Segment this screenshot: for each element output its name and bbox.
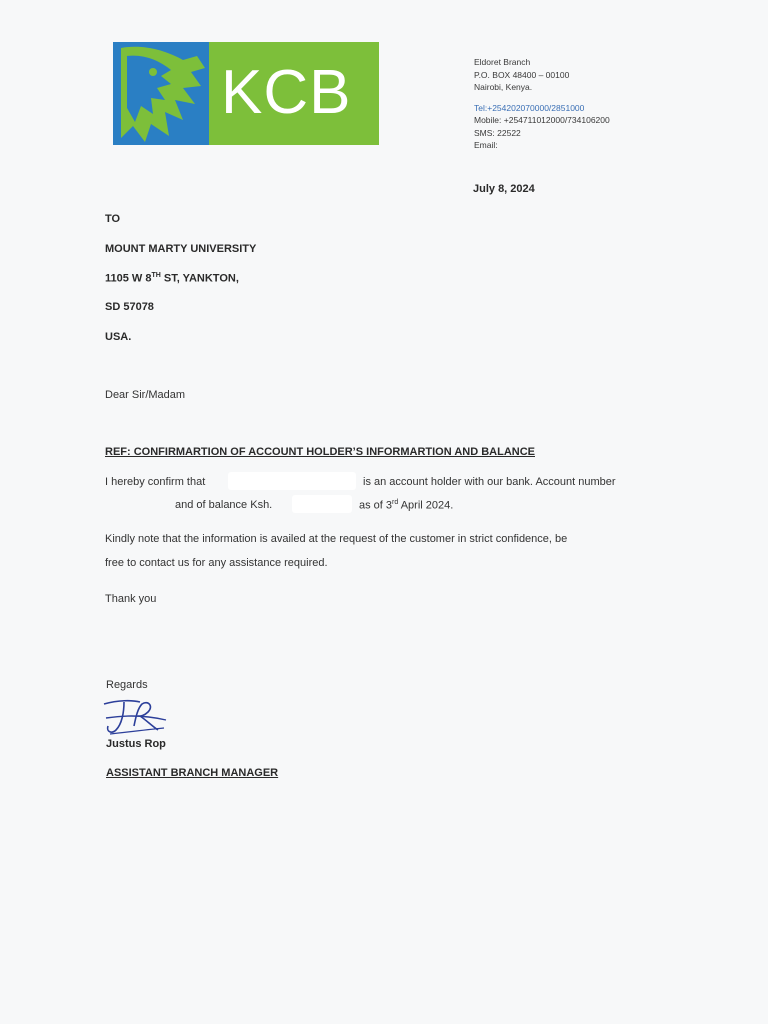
redacted-balance [292,495,352,513]
salutation: Dear Sir/Madam [105,389,186,401]
recipient-state-zip: SD 57078 [105,301,154,313]
body-line2-end: as of 3rd April 2024. [359,499,454,512]
redacted-account-holder [228,472,356,490]
branch-mobile: Mobile: +254711012000/734106200 [474,115,610,125]
lion-emblem-icon [113,42,221,145]
body-line1-start: I hereby confirm that [105,476,206,488]
branch-address-block [474,56,610,152]
kcb-logo [113,42,379,145]
branch-name: Eldoret Branch [474,57,531,67]
body-line1-end: is an account holder with our bank. Account number [363,476,616,488]
letter-date: July 8, 2024 [473,183,535,195]
recipient-name: MOUNT MARTY UNIVERSITY [105,243,257,255]
signatory-title: ASSISTANT BRANCH MANAGER [106,767,279,779]
reference-heading: REF: CONFIRMARTION OF ACCOUNT HOLDER’S INFORMARTION AND BALANCE [105,446,535,458]
branch-sms: SMS: 22522 [474,127,521,138]
branch-tel: Tel:+254202070000/2851000 [474,102,585,113]
branch-email: Email: [474,140,498,150]
signatory-name: Justus Rop [106,738,166,750]
recipient-street: 1105 W 8TH ST, YANKTON, [105,272,239,285]
closing-thank-you: Thank you [105,593,157,605]
body-line4: free to contact us for any assistance required. [105,557,328,569]
body-line2-start: and of balance Ksh. [175,499,273,511]
recipient-to: TO [105,213,121,225]
regards-text: Regards [106,679,148,691]
body-line3: Kindly note that the information is availed at the request of the customer in strict confidence, be [105,533,568,545]
branch-city: Nairobi, Kenya. [474,82,533,92]
recipient-country: USA. [105,331,132,343]
branch-po-box: P.O. BOX 48400 – 00100 [474,69,570,80]
logo-wordmark: KCB [221,58,352,127]
handwritten-signature [100,696,170,738]
